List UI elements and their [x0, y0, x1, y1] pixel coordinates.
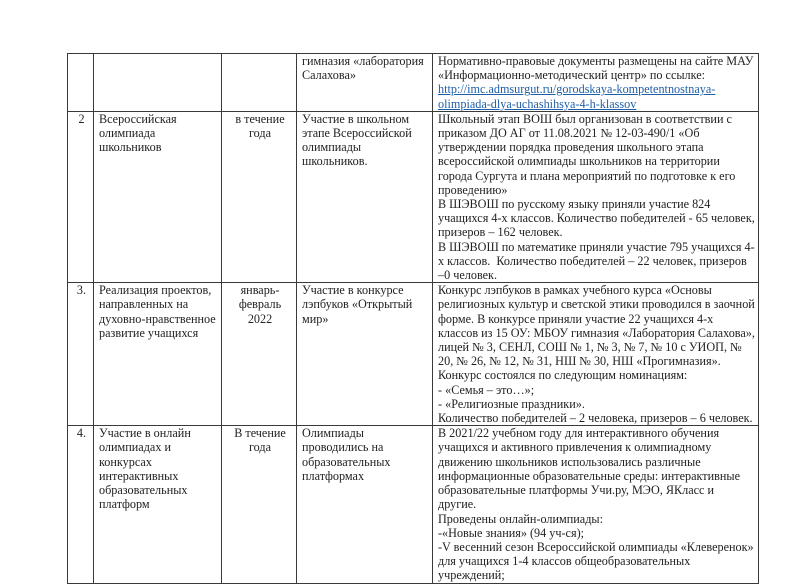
event-result [433, 283, 759, 426]
result-text: Нормативно-правовые документы размещены на сайте МАУ [438, 54, 754, 68]
event-name: Всероссийская олимпиада школьников [94, 111, 222, 282]
result-text: В 2021/22 учебном году для интерактивного обучения учащихся и активного привлечения к олимпиадному движению школьников использовались различные информационные образовательные среды: интерактивные образовательные платформы Учи.ру, МЭО, ЯКласс и другие. [438, 426, 744, 512]
row-number: 3. [68, 283, 94, 426]
event-activity: Олимпиады проводились на образовательных платформах [297, 426, 433, 583]
event-period: январь-февраль 2022 [222, 283, 297, 426]
result-text: «Информационно-методический центр» по ссылке: [438, 68, 706, 83]
event-period: В течение года [222, 426, 297, 583]
event-name: Участие в онлайн олимпиадах и конкурсах интерактивных образовательных платформ [94, 426, 222, 583]
result-text: Проведены онлайн-олимпиады: [438, 511, 603, 526]
event-result [433, 111, 759, 282]
table-row [68, 54, 759, 112]
result-text: - «Религиозные праздники». [438, 396, 585, 411]
event-activity: гимназия «лаборатория Салахова» [297, 54, 433, 112]
event-period [222, 54, 297, 112]
result-text: Количество победителей – 2 человека, призеров – 6 человек. [438, 411, 753, 426]
event-name [94, 54, 222, 112]
result-text: В ШЭВОШ по русскому языку приняли участие 824 учащихся 4-х классов. Количество победителей - 65 человек, призеров – 162 человек. [438, 197, 758, 240]
events-table [67, 53, 759, 584]
event-activity: Участие в школьном этапе Всероссийской олимпиады школьников. [297, 111, 433, 282]
row-number: 2 [68, 111, 94, 282]
table-row [68, 283, 759, 426]
result-text: -«Новые знания» (94 уч-ся); [438, 525, 585, 540]
result-text: В ШЭВОШ по математике приняли участие 795 учащихся 4-х классов. Количество победителей – 22 человек, призеров –0 человек. [438, 239, 755, 283]
table-row [68, 426, 759, 583]
event-name: Реализация проектов, направленных на духовно-нравственное развитие учащихся [94, 283, 222, 426]
table-row [68, 111, 759, 282]
row-number [68, 54, 94, 112]
result-text: - «Семья – это…»; [438, 382, 535, 397]
result-text: Конкурс состоялся по следующим номинациям: [438, 368, 688, 383]
imc-olympiad-link[interactable]: http://imc.admsurgut.ru/gorodskaya-kompetentnostnaya-olimpiada-dlya-uchashihsya-4-h-klassov [438, 82, 716, 111]
event-period: в течение года [222, 111, 297, 282]
result-text: Школьный этап ВОШ был организован в соответствии с приказом ДО АГ от 11.08.2021 № 12-03-490/1 «Об утверждении порядка проведения школьного этапа всероссийской олимпиады школьников на территории города Сургута и плана мероприятий по подготовке к его проведению» [438, 111, 739, 197]
row-number: 4. [68, 426, 94, 583]
event-activity: Участие в конкурсе лэпбуков «Открытый мир» [297, 283, 433, 426]
result-text: Конкурс лэпбуков в рамках учебного курса «Основы религиозных культур и светской этики проводился в заочной форме. В конкурсе приняли участие 22 учащихся 4-х классов из 15 ОУ: МБОУ гимназия «Лаборатория Салахова», лицей № 3, СЕНЛ, СОШ № 1, № 3, № 7, № 10 с УИОП, № 20, № 26, № 12, № 31, НШ № 30, НШ «Прогимназия». [438, 283, 758, 369]
event-result [433, 426, 759, 583]
event-result [433, 54, 759, 112]
result-text: -V весенний сезон Всероссийской олимпиады «Клеверенок» для учащихся 1-4 классов общеобразовательных учреждений; [438, 539, 757, 583]
